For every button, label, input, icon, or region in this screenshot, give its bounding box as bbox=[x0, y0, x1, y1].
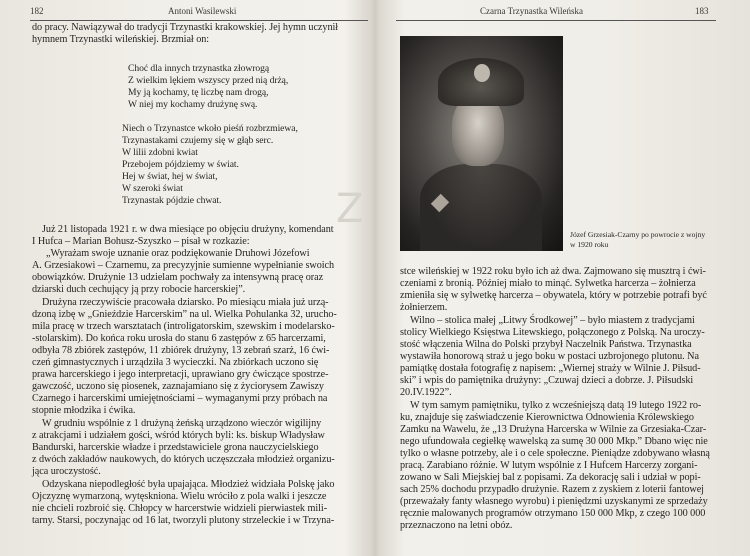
text-line: nego ufundowała cegiełkę wawelską za sumę 30 000 Mkp.” Dbano więc nie bbox=[400, 436, 708, 447]
photo-caption-line: Józef Grzesiak-Czarny po powrocie z wojny bbox=[570, 230, 706, 239]
poem-line: W szeroki świat bbox=[122, 183, 183, 194]
poem-line: Trzynastak pójdzie chwat. bbox=[122, 195, 222, 206]
text-line: Odzyskana niepodległość była upajająca. Młodzież widziała Polskę jako bbox=[42, 479, 335, 490]
portrait-photo bbox=[400, 36, 563, 251]
text-line: czeniami z bronią. Później miało to minąć. Sylwetka harcerza – żołnierza bbox=[400, 278, 696, 289]
text-line: Wilno – stolica małej „Litwy Środkowej” – było miastem z tradycjami bbox=[410, 315, 695, 326]
text-line: pracą. Zarabiano różnie. W lutym wspólnie z I Hufcem Harcerzy zorgani- bbox=[400, 460, 698, 471]
text-line: Bandurski, harcerskie władze i przedstawiciele grona nauczycielskiego bbox=[32, 442, 319, 453]
left-page-number: 182 bbox=[30, 6, 44, 16]
text-line: Zamku na Wawelu, że „13 Drużyna Harcerska w Wilnie za Grzesiaka-Czar- bbox=[400, 424, 707, 435]
text-line: stolicy Wielkiego Księstwa Litewskiego, połączonego z Polską. Na uroczy- bbox=[400, 327, 705, 338]
text-line: A. Grzesiakowi – Czarnemu, za precyzyjnie sumienne wypełnianie swoich bbox=[32, 260, 335, 271]
text-line: sach 25% dochodu przypadło drużynie. Razem z zyskiem z loterii fantowej bbox=[400, 484, 704, 495]
text-line: prawa harcerskiego i jego interpretacji, uprawiano gry ćwiczące spostrze- bbox=[32, 369, 329, 380]
text-line: ręcznie malowanych programów otrzymano 150 000 Mkp, z czego 100 000 bbox=[400, 508, 706, 519]
right-page-number: 183 bbox=[695, 6, 709, 16]
text-line: czeń gimnastycznych i urządziła 3 wycieczki. Na zbiórkach uczono się bbox=[32, 357, 319, 368]
text-line: ski” i wpis do pamiętnika drużyny: „Czuwaj dzieci a dobrze. J. Piłsudski bbox=[400, 375, 694, 386]
text-line: dzoną izbę w „Gnieździe Harcerskim” na ul. Wielka Pohulanka 32, urucho- bbox=[32, 309, 337, 320]
text-line: „Wyrażam swoje uznanie oraz podziękowanie Druhowi Józefowi bbox=[46, 248, 310, 259]
left-running-head: Antoni Wasilewski bbox=[168, 6, 237, 16]
text-line: przeznaczono na letni obóz. bbox=[400, 520, 513, 531]
text-line: zowano w Sali Miejskiej bal z popisami. Za dekorację sali i udział w popi- bbox=[400, 472, 701, 483]
text-line: obowiązków. Drużynie 13 udzielam pochwały za intensywną pracę oraz bbox=[32, 272, 324, 283]
text-line: ku, znajduje się zaświadczenie Kierownictwa Odnowienia Królewskiego bbox=[400, 412, 694, 423]
cap-badge-icon bbox=[474, 64, 490, 82]
text-line: I Hufca – Marian Bohusz-Szyszko – pisał w rozkazie: bbox=[32, 236, 250, 247]
poem-line: Choć dla innych trzynastka złowrogą bbox=[128, 63, 270, 74]
text-line: pamiątkę dostała fotografię z napisem: „Wiernej straży w Wilnie J. Piłsud- bbox=[400, 363, 701, 374]
text-line: Drużyna rzeczywiście pracowała dziarsko. Po miesiącu miała już urzą- bbox=[42, 297, 329, 308]
text-line: -stolarskim). Do końca roku urosła do stanu 6 zastępów z 65 harcerzami, bbox=[32, 333, 326, 344]
text-line: W tym samym pamiętniku, tylko z wcześniejszą datą 19 lutego 1922 ro- bbox=[410, 400, 702, 411]
photo-caption-line: w 1920 roku bbox=[570, 240, 609, 249]
text-line: gawczość, uczono się piosenek, zaznajamiano się z życiorysem Zawiszy bbox=[32, 381, 324, 392]
text-line: odbyła 78 zbiórek zastępów, 11 zbiórek drużyny, 13 zebrań szarż, 16 ćwi- bbox=[32, 345, 330, 356]
poem-line: Z wielkim lękiem wszyscy przed nią drżą, bbox=[128, 75, 289, 86]
bleed-through-glyph: Z bbox=[336, 186, 364, 232]
right-running-head: Czarna Trzynastka Wileńska bbox=[480, 6, 583, 16]
text-line: Czarnego i harcerskimi umiejętnościami – wymaganymi przy próbach na bbox=[32, 393, 328, 404]
text-line: 20.IV.1922”. bbox=[400, 387, 452, 398]
text-line: z atrakcjami i udziałem gości, wśród których byli: ks. biskup Władysław bbox=[32, 430, 325, 441]
text-line: do pracy. Nawiązywał do tradycji Trzynastki krakowskiej. Jej hymn uczynił bbox=[32, 22, 339, 33]
text-line: Ojczyznę wymarzoną, wytęskniona. Wielu wróciło z pola walki i jeszcze bbox=[32, 491, 327, 502]
text-line: mila pracę w trzech warsztatach (introligatorskim, szewskim i modelarsko- bbox=[32, 321, 335, 332]
left-header-rule bbox=[30, 20, 368, 21]
text-line: zmieniła się w sylwetkę harcerza – obywatela, który w potrzebie potrafi być bbox=[400, 290, 707, 301]
text-line: stość włączenia Wilna do Polski przybył Naczelnik Państwa. Trzynastka bbox=[400, 339, 692, 350]
text-line: (przeważały fanty własnego wyrobu) i pieniędzmi uzyskanymi ze sprzedaży bbox=[400, 496, 708, 507]
text-line: z dwóch zakładów naukowych, do których uczęszczała młodzież organizu- bbox=[32, 454, 335, 465]
right-header-rule bbox=[396, 20, 716, 21]
poem-line: Trzynastakami czujemy się w głąb serc. bbox=[122, 135, 274, 146]
text-line: wystawiła honorową straż u jego boku w postaci uzbrojonego plutonu. Na bbox=[400, 351, 699, 362]
text-line: tylko o własne potrzeby, ale i o cele społeczne. Pieniądze zdobywano własną bbox=[400, 448, 710, 459]
text-line: jąca uroczystość. bbox=[32, 466, 101, 477]
text-line: żołnierzem. bbox=[400, 302, 448, 313]
poem-line: My ją kochamy, tę liczbę nam drogą, bbox=[128, 87, 269, 98]
text-line: Już 21 listopada 1921 r. w dwa miesiące po objęciu drużyny, komendant bbox=[42, 224, 334, 235]
text-line: stce wileńskiej w 1922 roku było ich aż dwa. Zajmowano się musztrą i ćwi- bbox=[400, 266, 706, 277]
poem-line: Hej w świat, hej w świat, bbox=[122, 171, 218, 182]
text-line: dziarski duch cechujący ją przy robocie harcerskiej”. bbox=[32, 284, 246, 295]
poem-line: Przebojem pójdziemy w świat. bbox=[122, 159, 239, 170]
poem-line: W lilii zdobni kwiat bbox=[122, 147, 198, 158]
text-line: tarny. Starsi, poczynając od 16 lat, tworzyli plutony strzeleckie i w Trzyna- bbox=[32, 515, 335, 526]
poem-line: W niej my kochamy drużynę swą. bbox=[128, 99, 258, 110]
text-line: W grudniu wspólnie z 1 drużyną żeńską urządzono wieczór wigilijny bbox=[42, 418, 322, 429]
text-line: hymnem Trzynastki wileńskiej. Brzmiał on: bbox=[32, 34, 210, 45]
text-line: nie chcieli rozbroić się. Chłopcy w harcerstwie widzieli pierwiastek mili- bbox=[32, 503, 328, 514]
poem-line: Niech o Trzynastce wkoło pieśń rozbrzmiewa, bbox=[122, 123, 298, 134]
text-line: stopnie młodzika i ćwika. bbox=[32, 405, 136, 416]
